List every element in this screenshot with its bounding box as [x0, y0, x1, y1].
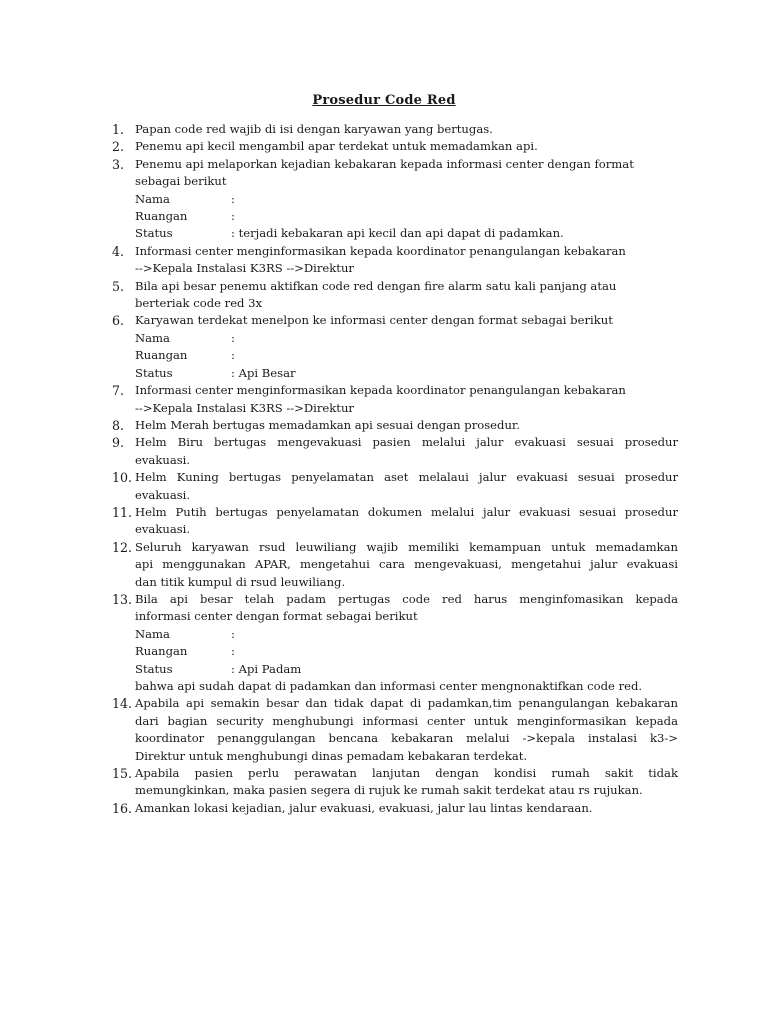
item-text-line: Informasi center menginformasikan kepada koordinator penangulangan kebakaran: [135, 243, 626, 258]
form-field-row: [135, 208, 678, 225]
item-number: 5.: [112, 278, 125, 294]
item-text-line: evakuasi.: [135, 487, 191, 502]
form-field-value: :: [231, 348, 235, 363]
document-title: Prosedur Code Red: [312, 93, 456, 108]
procedure-item: [112, 539, 678, 591]
item-text-line: evakuasi.: [135, 522, 191, 537]
procedure-item: [112, 417, 678, 434]
item-text-line: sebagai berikut: [135, 174, 227, 189]
item-number: 11.: [112, 504, 133, 520]
item-text-line: berteriak code red 3x: [135, 296, 263, 311]
form-field-label: Ruangan: [135, 644, 188, 659]
procedure-item: [112, 695, 678, 765]
item-text-line: Bila api besar penemu aktifkan code red dengan fire alarm satu kali panjang atau: [135, 278, 617, 293]
item-text-line: Apabila pasien perlu perawatan lanjutan dengan kondisi rumah sakit tidak: [135, 766, 678, 781]
item-text-line: -->Kepala Instalasi K3RS -->Direktur: [135, 261, 354, 276]
form-field-value: : terjadi kebakaran api kecil dan api dapat di padamkan.: [231, 226, 564, 241]
form-field-row: [135, 626, 678, 643]
form-field-value: :: [231, 209, 235, 224]
item-number: 8.: [112, 417, 125, 433]
form-field-label: Nama: [135, 626, 170, 641]
form-field-row: [135, 347, 678, 364]
procedure-item: [112, 243, 678, 278]
item-number: 16.: [112, 800, 133, 816]
item-text-line: Bila api besar telah padam pertugas code red harus menginfomasikan kepada: [135, 591, 678, 606]
form-field-value: :: [231, 330, 235, 345]
item-number: 9.: [112, 435, 125, 451]
procedure-item: [112, 278, 678, 313]
procedure-item: [112, 138, 678, 155]
item-text-line: evakuasi.: [135, 452, 191, 467]
procedure-item: [112, 800, 678, 817]
item-number: 14.: [112, 696, 133, 712]
procedure-list: [112, 121, 678, 817]
item-text-line: Helm Kuning bertugas penyelamatan aset melalaui jalur evakuasi sesuai prosedur: [135, 470, 678, 485]
item-text-line: Helm Putih bertugas penyelamatan dokumen melalui jalur evakuasi sesuai prosedur: [135, 504, 678, 519]
procedure-item: [112, 121, 678, 138]
form-field-row: [135, 225, 678, 242]
form-field-label: Status: [135, 365, 173, 380]
item-text-line: koordinator penanggulangan bencana kebakaran melalui ->kepala instalasi k3->: [135, 731, 678, 746]
item-number: 7.: [112, 383, 125, 399]
procedure-item: [112, 469, 678, 504]
item-text-line: api menggunakan APAR, mengetahui cara mengevakuasi, mengetahui jalur evakuasi: [135, 557, 678, 572]
form-field-row: [135, 365, 678, 382]
procedure-item: [112, 434, 678, 469]
item-number: 15.: [112, 766, 133, 782]
form-field-label: Nama: [135, 191, 170, 206]
item-text-line: Seluruh karyawan rsud leuwiliang wajib memiliki kemampuan untuk memadamkan: [135, 539, 678, 554]
procedure-item: [112, 156, 678, 243]
procedure-item: [112, 312, 678, 382]
item-text-line: bahwa api sudah dapat di padamkan dan informasi center mengnonaktifkan code red.: [135, 679, 643, 693]
form-field-row: [135, 643, 678, 660]
form-field-value: :: [231, 191, 235, 206]
item-text-line: Penemu api kecil mengambil apar terdekat untuk memadamkan api.: [135, 139, 538, 154]
form-field-row: [135, 661, 678, 678]
form-field-value: :: [231, 644, 235, 659]
procedure-item: [112, 504, 678, 539]
item-number: 6.: [112, 313, 125, 329]
form-field-label: Nama: [135, 330, 170, 345]
item-number: 4.: [112, 243, 125, 259]
item-text-line: Papan code red wajib di isi dengan karyawan yang bertugas.: [135, 122, 493, 136]
form-field-row: [135, 330, 678, 347]
procedure-item: [112, 382, 678, 417]
form-field-label: Ruangan: [135, 209, 188, 224]
procedure-item: [112, 765, 678, 800]
form-field-label: Status: [135, 226, 173, 241]
form-field-label: Status: [135, 661, 173, 676]
item-text-line: Penemu api melaporkan kejadian kebakaran kepada informasi center dengan format: [135, 156, 634, 171]
item-number: 3.: [112, 156, 125, 172]
item-text-line: Helm Merah bertugas memadamkan api sesuai dengan prosedur.: [135, 417, 520, 432]
item-text-line: Karyawan terdekat menelpon ke informasi center dengan format sebagai berikut: [135, 313, 613, 328]
item-text-line: Informasi center menginformasikan kepada koordinator penangulangan kebakaran: [135, 383, 626, 398]
form-field-label: Ruangan: [135, 348, 188, 363]
item-text-line: -->Kepala Instalasi K3RS -->Direktur: [135, 400, 354, 415]
item-text-line: Direktur untuk menghubungi dinas pemadam kebakaran terdekat.: [135, 748, 528, 763]
item-number: 1.: [112, 122, 125, 137]
item-text-line: Apabila api semakin besar dan tidak dapat di padamkan,tim penangulangan kebakaran: [135, 696, 678, 711]
form-field-value: :: [231, 626, 235, 641]
form-field-value: : Api Padam: [231, 661, 302, 676]
item-text-line: dan titik kumpul di rsud leuwiliang.: [135, 574, 346, 589]
item-text-line: Amankan lokasi kejadian, jalur evakuasi, evakuasi, jalur lau lintas kendaraan.: [135, 800, 593, 815]
item-number: 13.: [112, 591, 133, 607]
item-text-line: dari bagian security menghubungi informasi center untuk menginformasikan kepada: [135, 713, 678, 728]
form-field-row: [135, 191, 678, 208]
item-number: 2.: [112, 139, 125, 155]
item-text-line: informasi center dengan format sebagai berikut: [135, 609, 418, 624]
item-number: 10.: [112, 470, 133, 486]
item-text-line: memungkinkan, maka pasien segera di rujuk ke rumah sakit terdekat atau rs rujukan.: [135, 783, 643, 798]
form-field-value: : Api Besar: [231, 365, 296, 380]
item-number: 12.: [112, 539, 133, 555]
procedure-item: [112, 591, 678, 695]
item-text-line: Helm Biru bertugas mengevakuasi pasien melalui jalur evakuasi sesuai prosedur: [135, 435, 678, 450]
